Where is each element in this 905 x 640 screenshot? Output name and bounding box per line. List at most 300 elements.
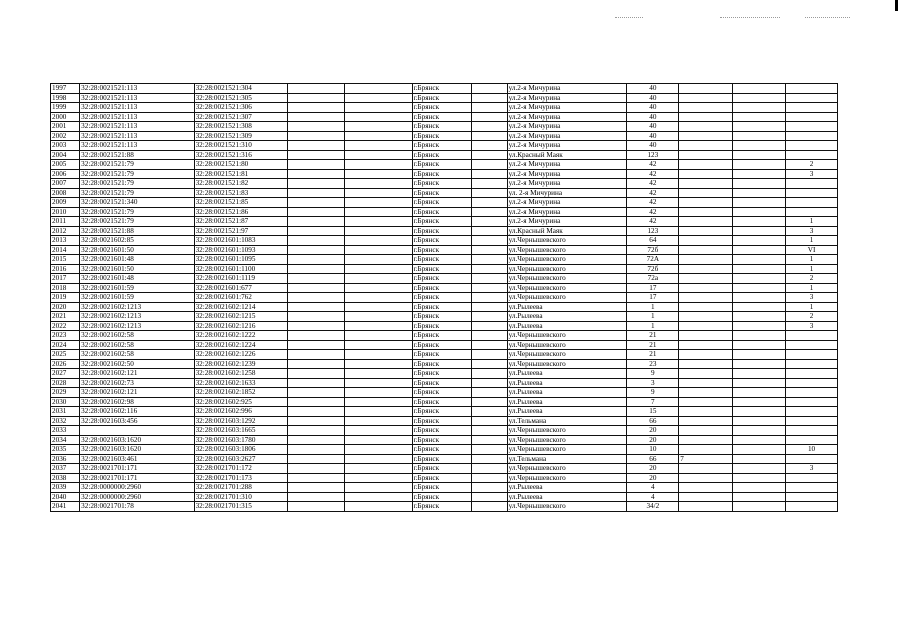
blank-cell [471,245,507,255]
house-number-cell: 3 [627,378,679,388]
blank-cell [733,255,786,265]
house-number-cell: 42 [627,198,679,208]
row-number-cell: 2013 [51,236,80,246]
row-number-cell: 2030 [51,397,80,407]
extra-cell [679,435,733,445]
object-number-cell: 32:28:0021602:996 [194,407,288,417]
extra-cell [679,483,733,493]
city-cell: г.Брянск [412,388,471,398]
table-row [51,350,838,360]
blank-cell [344,283,412,293]
table-row [51,226,838,236]
blank-cell [344,473,412,483]
street-cell: ул.Рылеева [507,369,627,379]
object-number-cell: 32:28:0021602:1216 [194,321,288,331]
apartment-cell [786,122,838,132]
object-number-cell: 32:28:0021601:1083 [194,236,288,246]
street-cell: ул.2-я Мичурина [507,122,627,132]
extra-cell [679,264,733,274]
house-number-cell: 1 [627,312,679,322]
blank-cell [471,255,507,265]
blank-cell [733,388,786,398]
object-number-cell: 32:28:0021603:1806 [194,445,288,455]
city-cell: г.Брянск [412,340,471,350]
blank-cell [471,416,507,426]
street-cell: ул.Рылеева [507,321,627,331]
blank-cell [733,378,786,388]
house-number-cell: 4 [627,483,679,493]
parcel-number-cell: 32:28:0021521:340 [80,198,194,208]
blank-cell [733,122,786,132]
table-row [51,502,838,512]
row-number-cell: 2024 [51,340,80,350]
street-cell: ул.Рылеева [507,312,627,322]
object-number-cell: 32:28:0021602:1239 [194,359,288,369]
object-number-cell: 32:28:0021521:80 [194,160,288,170]
parcel-number-cell: 32:28:0021701:171 [80,473,194,483]
blank-cell [471,445,507,455]
street-cell: ул.2-я Мичурина [507,131,627,141]
apartment-cell: 3 [786,321,838,331]
row-number-cell: 2000 [51,112,80,122]
blank-cell [288,122,344,132]
table-row [51,255,838,265]
extra-cell [679,331,733,341]
object-number-cell: 32:28:0021521:306 [194,103,288,113]
object-number-cell: 32:28:0021602:1224 [194,340,288,350]
blank-cell [471,283,507,293]
blank-cell [344,179,412,189]
blank-cell [288,93,344,103]
blank-cell [471,435,507,445]
city-cell: г.Брянск [412,369,471,379]
house-number-cell: 40 [627,141,679,151]
blank-cell [344,340,412,350]
street-cell: ул.Чернышевского [507,502,627,512]
table-row [51,302,838,312]
blank-cell [471,198,507,208]
blank-cell [733,131,786,141]
blank-cell [288,255,344,265]
blank-cell [344,445,412,455]
city-cell: г.Брянск [412,207,471,217]
blank-cell [288,179,344,189]
apartment-cell [786,331,838,341]
city-cell: г.Брянск [412,226,471,236]
blank-cell [733,188,786,198]
extra-cell [679,169,733,179]
table-row [51,264,838,274]
blank-cell [733,179,786,189]
apartment-cell [786,112,838,122]
house-number-cell: 20 [627,426,679,436]
parcel-number-cell: 32:28:0021521:88 [80,150,194,160]
object-number-cell: 32:28:0021521:85 [194,198,288,208]
street-cell: ул.Рылеева [507,483,627,493]
city-cell: г.Брянск [412,217,471,227]
object-number-cell: 32:28:0021521:310 [194,141,288,151]
house-number-cell: 40 [627,103,679,113]
city-cell: г.Брянск [412,502,471,512]
house-number-cell: 66 [627,416,679,426]
street-cell: ул.Тельмана [507,416,627,426]
city-cell: г.Брянск [412,188,471,198]
scan-speck [720,17,780,20]
parcel-number-cell: 32:28:0000000:2960 [80,483,194,493]
extra-cell [679,188,733,198]
apartment-cell: 3 [786,226,838,236]
extra-cell [679,141,733,151]
parcel-number-cell: 32:28:0021521:113 [80,141,194,151]
object-number-cell: 32:28:0021701:315 [194,502,288,512]
row-number-cell: 2002 [51,131,80,141]
parcel-number-cell: 32:28:0021601:59 [80,293,194,303]
registry-table-body [51,84,838,512]
house-number-cell: 20 [627,435,679,445]
house-number-cell: 21 [627,350,679,360]
row-number-cell: 2022 [51,321,80,331]
apartment-cell [786,378,838,388]
blank-cell [471,93,507,103]
blank-cell [288,293,344,303]
blank-cell [288,236,344,246]
row-number-cell: 1998 [51,93,80,103]
object-number-cell: 32:28:0021521:86 [194,207,288,217]
blank-cell [733,454,786,464]
apartment-cell [786,207,838,217]
street-cell: ул.Чернышевского [507,293,627,303]
apartment-cell: 1 [786,217,838,227]
apartment-cell [786,131,838,141]
row-number-cell: 2009 [51,198,80,208]
blank-cell [471,369,507,379]
blank-cell [344,435,412,445]
apartment-cell: 3 [786,169,838,179]
blank-cell [288,359,344,369]
street-cell: ул.2-я Мичурина [507,207,627,217]
blank-cell [288,473,344,483]
city-cell: г.Брянск [412,464,471,474]
apartment-cell: 3 [786,293,838,303]
apartment-cell [786,435,838,445]
extra-cell [679,103,733,113]
blank-cell [288,312,344,322]
blank-cell [471,350,507,360]
city-cell: г.Брянск [412,293,471,303]
apartment-cell: 1 [786,264,838,274]
object-number-cell: 32:28:0021602:1226 [194,350,288,360]
object-number-cell: 32:28:0021521:87 [194,217,288,227]
blank-cell [288,492,344,502]
blank-cell [344,188,412,198]
house-number-cell: 40 [627,112,679,122]
blank-cell [733,473,786,483]
blank-cell [733,141,786,151]
blank-cell [344,293,412,303]
city-cell: г.Брянск [412,359,471,369]
parcel-number-cell: 32:28:0021602:121 [80,369,194,379]
blank-cell [288,321,344,331]
city-cell: г.Брянск [412,255,471,265]
city-cell: г.Брянск [412,131,471,141]
row-number-cell: 2003 [51,141,80,151]
blank-cell [733,312,786,322]
row-number-cell: 2004 [51,150,80,160]
blank-cell [344,407,412,417]
city-cell: г.Брянск [412,122,471,132]
blank-cell [288,198,344,208]
blank-cell [288,141,344,151]
city-cell: г.Брянск [412,407,471,417]
blank-cell [344,264,412,274]
table-row [51,483,838,493]
street-cell: ул.2-я Мичурина [507,217,627,227]
object-number-cell: 32:28:0021603:1665 [194,426,288,436]
parcel-number-cell: 32:28:0000000:2960 [80,492,194,502]
apartment-cell [786,483,838,493]
house-number-cell: 10 [627,445,679,455]
street-cell: ул.2-я Мичурина [507,179,627,189]
blank-cell [471,293,507,303]
blank-cell [288,188,344,198]
row-number-cell: 2016 [51,264,80,274]
blank-cell [288,245,344,255]
parcel-number-cell: 32:28:0021521:79 [80,179,194,189]
table-row [51,217,838,227]
object-number-cell: 32:28:0021521:81 [194,169,288,179]
city-cell: г.Брянск [412,179,471,189]
parcel-number-cell: 32:28:0021602:116 [80,407,194,417]
house-number-cell: 20 [627,473,679,483]
blank-cell [471,188,507,198]
street-cell: ул.Чернышевского [507,340,627,350]
blank-cell [471,321,507,331]
apartment-cell [786,198,838,208]
parcel-number-cell: 32:28:0021521:79 [80,160,194,170]
house-number-cell: 20 [627,464,679,474]
parcel-number-cell: 32:28:0021602:1213 [80,321,194,331]
table-row [51,378,838,388]
apartment-cell: 10 [786,445,838,455]
street-cell: ул.Чернышевского [507,283,627,293]
apartment-cell [786,502,838,512]
parcel-number-cell: 32:28:0021602:58 [80,350,194,360]
row-number-cell: 2027 [51,369,80,379]
blank-cell [344,103,412,113]
object-number-cell: 32:28:0021521:304 [194,84,288,94]
blank-cell [471,483,507,493]
apartment-cell [786,388,838,398]
extra-cell [679,245,733,255]
house-number-cell: 21 [627,340,679,350]
extra-cell [679,84,733,94]
blank-cell [288,454,344,464]
blank-cell [733,359,786,369]
blank-cell [471,103,507,113]
house-number-cell: 42 [627,217,679,227]
row-number-cell: 1997 [51,84,80,94]
object-number-cell: 32:28:0021602:925 [194,397,288,407]
row-number-cell: 2005 [51,160,80,170]
blank-cell [344,350,412,360]
parcel-number-cell: 32:28:0021601:48 [80,274,194,284]
extra-cell [679,359,733,369]
row-number-cell: 2015 [51,255,80,265]
blank-cell [471,302,507,312]
blank-cell [471,150,507,160]
city-cell: г.Брянск [412,483,471,493]
street-cell: ул.Рылеева [507,492,627,502]
row-number-cell: 2007 [51,179,80,189]
city-cell: г.Брянск [412,245,471,255]
extra-cell [679,255,733,265]
blank-cell [288,435,344,445]
street-cell: ул.2-я Мичурина [507,160,627,170]
blank-cell [471,454,507,464]
blank-cell [288,160,344,170]
blank-cell [344,131,412,141]
object-number-cell: 32:28:0021602:1222 [194,331,288,341]
table-row [51,84,838,94]
table-row [51,141,838,151]
object-number-cell: 32:28:0021601:1095 [194,255,288,265]
parcel-number-cell: 32:28:0021602:121 [80,388,194,398]
apartment-cell [786,369,838,379]
house-number-cell: 9 [627,388,679,398]
apartment-cell [786,103,838,113]
blank-cell [344,255,412,265]
row-number-cell: 2001 [51,122,80,132]
blank-cell [471,112,507,122]
apartment-cell: 1 [786,283,838,293]
city-cell: г.Брянск [412,416,471,426]
table-row [51,207,838,217]
blank-cell [471,122,507,132]
object-number-cell: 32:28:0021521:83 [194,188,288,198]
apartment-cell [786,407,838,417]
parcel-number-cell: 32:28:0021601:48 [80,255,194,265]
row-number-cell: 2033 [51,426,80,436]
blank-cell [344,464,412,474]
blank-cell [733,84,786,94]
blank-cell [733,397,786,407]
blank-cell [288,264,344,274]
parcel-number-cell: 32:28:0021521:79 [80,207,194,217]
row-number-cell: 2037 [51,464,80,474]
object-number-cell: 32:28:0021521:97 [194,226,288,236]
blank-cell [288,207,344,217]
house-number-cell: 40 [627,84,679,94]
city-cell: г.Брянск [412,283,471,293]
extra-cell: 7 [679,454,733,464]
table-row [51,454,838,464]
table-row [51,122,838,132]
street-cell: ул.2-я Мичурина [507,93,627,103]
row-number-cell: 2012 [51,226,80,236]
blank-cell [288,103,344,113]
blank-cell [344,93,412,103]
house-number-cell: 72б [627,264,679,274]
table-row [51,236,838,246]
blank-cell [344,416,412,426]
house-number-cell: 1 [627,321,679,331]
object-number-cell: 32:28:0021602:1258 [194,369,288,379]
city-cell: г.Брянск [412,112,471,122]
object-number-cell: 32:28:0021601:677 [194,283,288,293]
row-number-cell: 2029 [51,388,80,398]
blank-cell [471,160,507,170]
object-number-cell: 32:28:0021602:1214 [194,302,288,312]
extra-cell [679,407,733,417]
table-row [51,103,838,113]
street-cell: ул.Рылеева [507,407,627,417]
house-number-cell: 9 [627,369,679,379]
house-number-cell: 4 [627,492,679,502]
blank-cell [344,426,412,436]
apartment-cell [786,188,838,198]
table-row [51,131,838,141]
blank-cell [471,312,507,322]
blank-cell [288,407,344,417]
blank-cell [344,492,412,502]
row-number-cell: 2010 [51,207,80,217]
blank-cell [288,416,344,426]
blank-cell [471,274,507,284]
blank-cell [471,388,507,398]
parcel-number-cell: 32:28:0021602:58 [80,331,194,341]
street-cell: ул.2-я Мичурина [507,103,627,113]
scan-speck [615,17,643,20]
row-number-cell: 2008 [51,188,80,198]
row-number-cell: 2020 [51,302,80,312]
extra-cell [679,321,733,331]
parcel-number-cell: 32:28:0021601:59 [80,283,194,293]
blank-cell [344,226,412,236]
blank-cell [733,226,786,236]
blank-cell [471,207,507,217]
city-cell: г.Брянск [412,264,471,274]
house-number-cell: 72А [627,255,679,265]
blank-cell [733,198,786,208]
blank-cell [471,84,507,94]
table-row [51,445,838,455]
blank-cell [344,454,412,464]
city-cell: г.Брянск [412,331,471,341]
blank-cell [733,112,786,122]
street-cell: ул.Чернышевского [507,350,627,360]
blank-cell [471,340,507,350]
house-number-cell: 42 [627,207,679,217]
blank-cell [344,169,412,179]
object-number-cell: 32:28:0021521:309 [194,131,288,141]
blank-cell [471,169,507,179]
blank-cell [733,236,786,246]
extra-cell [679,112,733,122]
house-number-cell: 123 [627,226,679,236]
city-cell: г.Брянск [412,445,471,455]
blank-cell [288,274,344,284]
blank-cell [288,502,344,512]
blank-cell [733,407,786,417]
table-row [51,397,838,407]
apartment-cell [786,492,838,502]
house-number-cell: 17 [627,283,679,293]
parcel-number-cell: 32:28:0021602:1213 [80,312,194,322]
street-cell: ул.2-я Мичурина [507,141,627,151]
blank-cell [471,492,507,502]
parcel-number-cell: 32:28:0021521:113 [80,112,194,122]
blank-cell [288,464,344,474]
